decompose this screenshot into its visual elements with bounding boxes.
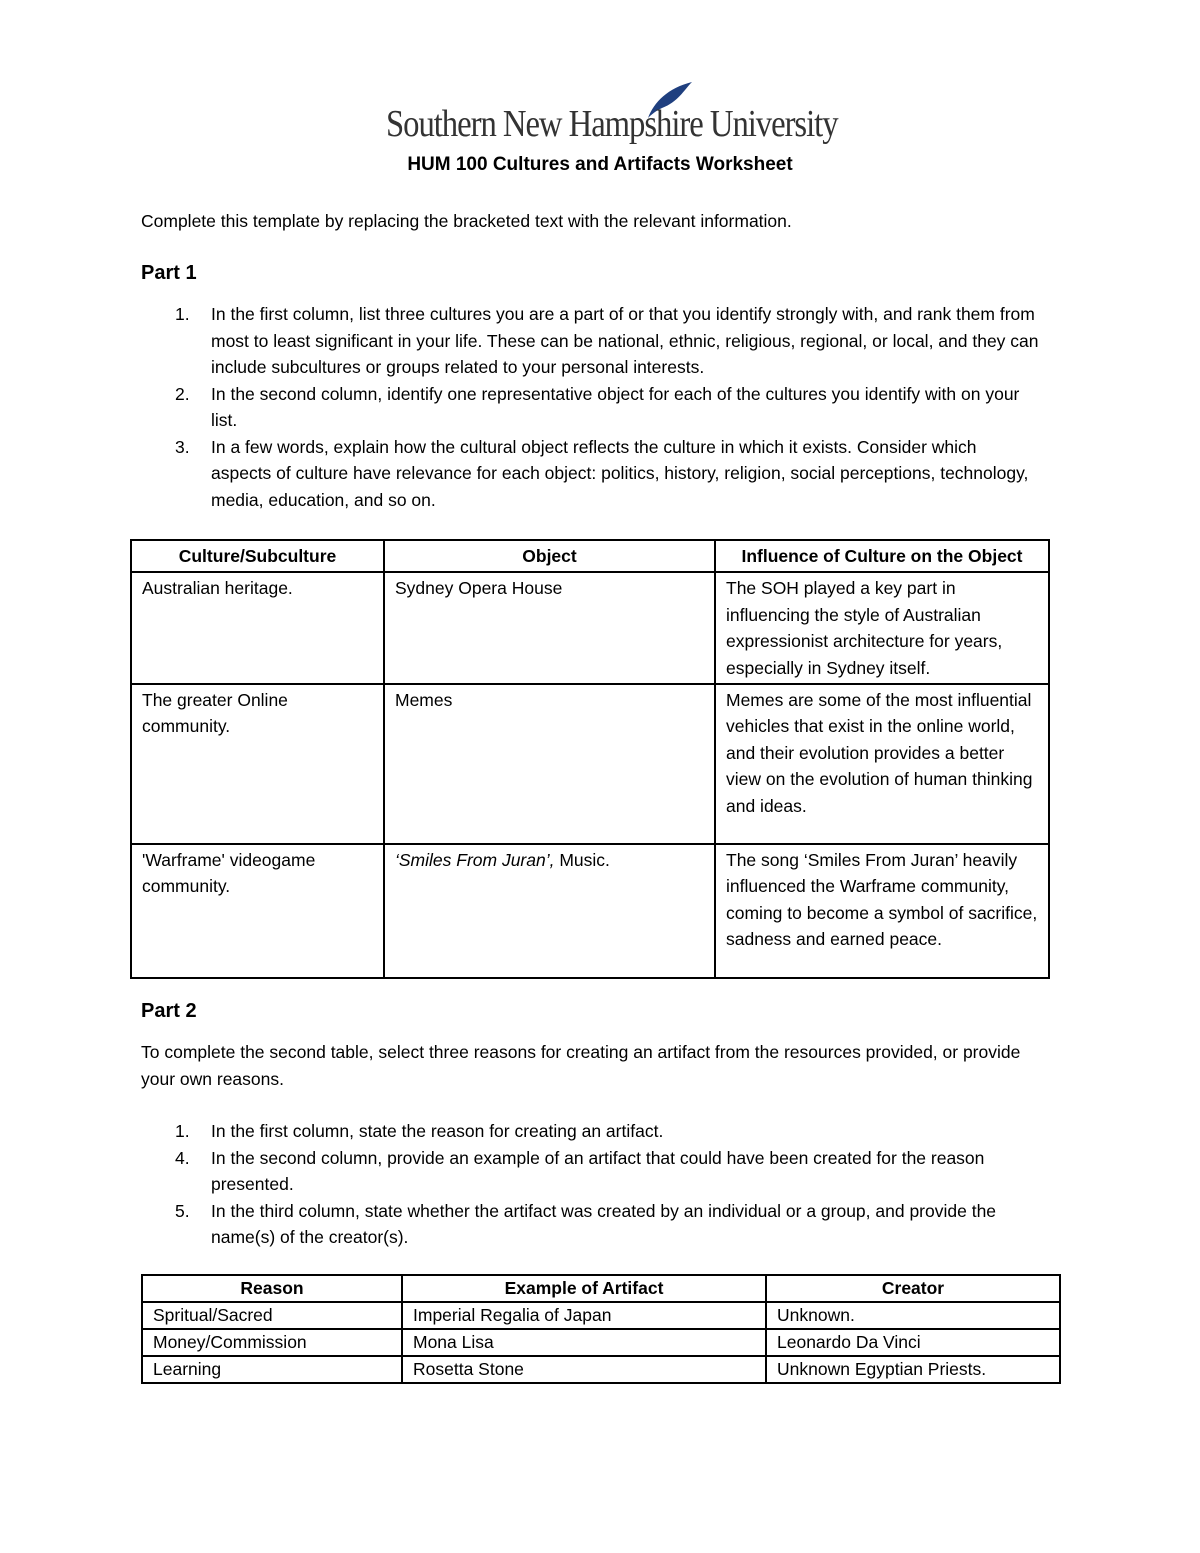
part2-heading: Part 2: [141, 1000, 197, 1022]
influence-cell: The SOH played a key part in influencing the style of Australian expressionist architecture for years, especially in Sydney itself.: [715, 572, 1049, 684]
part1-instructions: [141, 301, 1041, 513]
table-row: [131, 572, 1049, 684]
page-title: HUM 100 Cultures and Artifacts Worksheet: [407, 154, 793, 175]
item-number: 3.: [175, 436, 190, 457]
culture-cell: The greater Online community.: [131, 684, 384, 844]
item-text: In the second column, identify one representative object for each of the cultures you identify with on your list.: [211, 383, 1020, 430]
column-header: Culture/Subculture: [131, 540, 384, 572]
column-header: Creator: [766, 1275, 1060, 1302]
culture-cell: Australian heritage.: [131, 572, 384, 684]
object-cell: [384, 844, 715, 978]
creator-cell: Unknown Egyptian Priests.: [766, 1356, 1060, 1383]
item-number: 1.: [175, 304, 190, 324]
influence-cell: Memes are some of the most influential vehicles that exist in the online world, and their evolution provides a better view on the evolution of human thinking and ideas.: [715, 684, 1049, 844]
object-type: Music.: [554, 850, 610, 871]
creator-cell: Unknown.: [766, 1302, 1060, 1329]
item-number: 1.: [175, 1121, 190, 1141]
column-header: Example of Artifact: [402, 1275, 766, 1302]
table-row: [131, 684, 1049, 844]
item-text: In the third column, state whether the artifact was created by an individual or a group, and provide the name(s) of the creator(s).: [211, 1200, 997, 1247]
item-text: In the second column, provide an example of an artifact that could have been created for the reason presented.: [211, 1147, 985, 1194]
item-text: In a few words, explain how the cultural object reflects the culture in which it exists. Consider which aspects of culture have relevance for each object: politics, history, religion, social perceptions, technology, media, education, and so on.: [211, 436, 1029, 510]
table-header-row: [131, 540, 1049, 572]
object-cell: Memes: [384, 684, 715, 844]
cultures-table: [130, 539, 1050, 979]
item-number: 2.: [175, 383, 190, 404]
part2-intro: To complete the second table, select three reasons for creating an artifact from the resources provided, or provide your own reasons.: [141, 1042, 1021, 1089]
influence-cell: The song ‘Smiles From Juran’ heavily influenced the Warframe community, coming to become a symbol of sacrifice, sadness and earned peace.: [715, 844, 1049, 978]
part1-heading: Part 1: [141, 262, 197, 284]
table-row: [142, 1356, 1060, 1383]
intro-text: Complete this template by replacing the bracketed text with the relevant information.: [141, 211, 792, 231]
item-text: In the first column, list three cultures you are a part of or that you identify strongly with, and rank them from most to least significant in your life. These can be national, ethnic, religious, regional, or local, and they can include subcultures or groups related to your personal interests.: [211, 304, 1039, 377]
artifact-cell: Rosetta Stone: [402, 1356, 766, 1383]
table-header-row: [142, 1275, 1060, 1302]
culture-cell: 'Warframe' videogame community.: [131, 844, 384, 978]
list-item: [141, 381, 1041, 434]
reason-cell: Money/Commission: [142, 1329, 402, 1356]
item-text: In the first column, state the reason for creating an artifact.: [211, 1121, 664, 1141]
artifacts-table: [141, 1274, 1061, 1384]
artifact-cell: Imperial Regalia of Japan: [402, 1302, 766, 1329]
list-item: [141, 1198, 1041, 1251]
object-title: ‘Smiles From Juran’,: [395, 850, 555, 871]
column-header: Influence of Culture on the Object: [715, 540, 1049, 572]
list-item: [141, 1118, 1041, 1145]
list-item: [141, 1145, 1041, 1198]
table-row: [142, 1329, 1060, 1356]
reason-cell: Learning: [142, 1356, 402, 1383]
object-cell: Sydney Opera House: [384, 572, 715, 684]
logo-text: Southern New Hampshire University: [386, 103, 838, 145]
artifact-cell: Mona Lisa: [402, 1329, 766, 1356]
item-number: 4.: [175, 1147, 190, 1168]
table-row: [142, 1302, 1060, 1329]
university-logo: [386, 80, 838, 150]
reason-cell: Spritual/Sacred: [142, 1302, 402, 1329]
part2-instructions: [141, 1118, 1041, 1251]
column-header: Reason: [142, 1275, 402, 1302]
list-item: [141, 301, 1041, 381]
table-row: [131, 844, 1049, 978]
column-header: Object: [384, 540, 715, 572]
item-number: 5.: [175, 1200, 190, 1221]
creator-cell: Leonardo Da Vinci: [766, 1329, 1060, 1356]
list-item: [141, 434, 1041, 514]
